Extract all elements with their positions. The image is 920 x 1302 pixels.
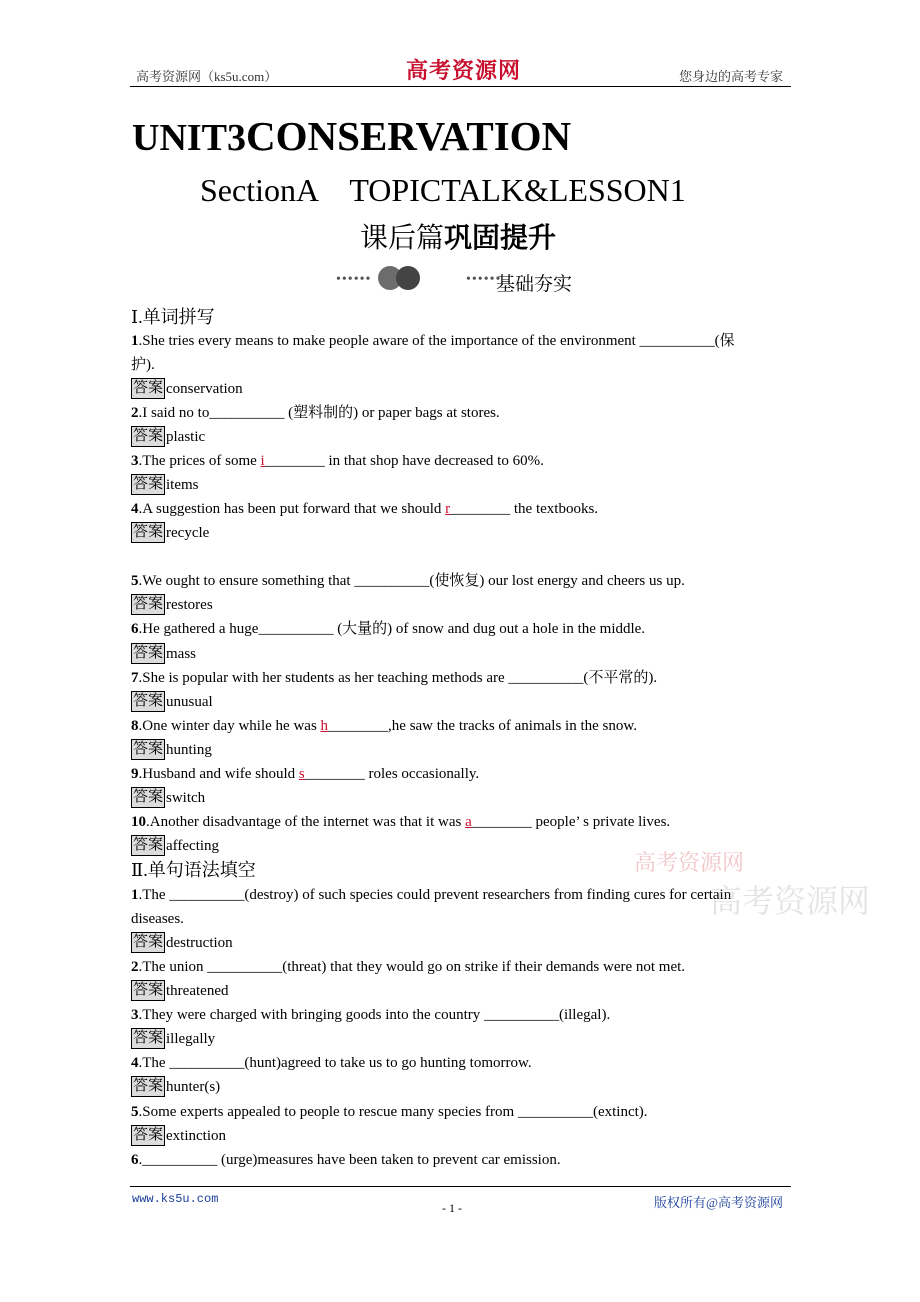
question-continued: 护). [131, 357, 155, 373]
answer-tag: 答案 [131, 1028, 165, 1049]
deco-label: 基础夯实 [496, 274, 573, 295]
header-logo: 高考资源网 [406, 58, 522, 83]
answer-tag: 答案 [131, 739, 165, 760]
section-title: SectionA TOPICTALK&LESSON1 [200, 172, 686, 208]
footer-copyright: 版权所有@高考资源网 [654, 1195, 783, 1210]
question: 2.I said no to__________ (塑料制的) or paper bags at stores. [131, 405, 500, 421]
answer-line: 答案 mass [133, 645, 197, 662]
section-decoration [336, 262, 596, 298]
answer-line: 答案 restores [133, 596, 213, 613]
question: 6.__________ (urge)measures have been taken to prevent car emission. [131, 1152, 561, 1168]
answer-tag: 答案 [131, 835, 165, 856]
dots-icon: •••••• [336, 272, 372, 287]
answer-line: 答案 items [133, 476, 199, 493]
circle-icon [396, 266, 420, 290]
question: 5.Some experts appealed to people to rescue many species from __________(extinct). [131, 1104, 648, 1120]
question: 2.The union __________(threat) that they would go on strike if their demands were not met. [131, 959, 686, 975]
question: 8.One winter day while he was h________,he saw the tracks of animals in the snow. [131, 718, 637, 734]
answer-tag: 答案 [131, 426, 165, 447]
dots-icon: •••••• [466, 272, 502, 287]
answer-tag: 答案 [131, 1076, 165, 1097]
question: 9.Husband and wife should s________ roles occasionally. [131, 766, 480, 782]
page-header [130, 58, 791, 87]
answer-line: 答案 destruction [133, 934, 233, 951]
answer-tag: 答案 [131, 474, 165, 495]
question: 4.The __________(hunt)agreed to take us to go hunting tomorrow. [131, 1055, 532, 1071]
answer-line: 答案 recycle [133, 524, 210, 541]
answer-tag: 答案 [131, 1125, 165, 1146]
question: 7.She is popular with her students as her teaching methods are __________(不平常的). [131, 670, 658, 686]
answer-tag: 答案 [131, 643, 165, 664]
answer-line: 答案 affecting [133, 837, 220, 854]
answer-tag: 答案 [131, 378, 165, 399]
answer-line: 答案 hunter(s) [133, 1078, 221, 1095]
answer-tag: 答案 [131, 691, 165, 712]
sub-title: 课后篇巩固提升 [360, 223, 557, 254]
question: 3.The prices of some i________ in that shop have decreased to 60%. [131, 453, 544, 469]
answer-tag: 答案 [131, 522, 165, 543]
answer-tag: 答案 [131, 932, 165, 953]
answer-tag: 答案 [131, 594, 165, 615]
answer-tag: 答案 [131, 787, 165, 808]
answer-line: 答案 threatened [133, 982, 229, 999]
answer-line: 答案 plastic [133, 428, 206, 445]
header-site-name: 高考资源网（ks5u.com） [136, 69, 278, 84]
question: 10.Another disadvantage of the internet was that it was a________ people’ s private lives. [131, 814, 671, 830]
question: 1.The __________(destroy) of such species could prevent researchers from finding cures for certain [131, 887, 732, 903]
answer-line: 答案 extinction [133, 1127, 227, 1144]
answer-tag: 答案 [131, 980, 165, 1001]
header-slogan: 您身边的高考专家 [678, 69, 783, 84]
section-heading: Ⅰ.单词拼写 [131, 307, 215, 327]
page-number: - 1 - [442, 1201, 462, 1215]
answer-line: 答案 unusual [133, 693, 213, 710]
question: 1.She tries every means to make people aware of the importance of the environment __________(保 [131, 333, 735, 349]
watermark: 高考资源网 [634, 850, 745, 875]
answer-line: 答案 illegally [133, 1030, 216, 1047]
question: 4.A suggestion has been put forward that we should r________ the textbooks. [131, 501, 599, 517]
answer-line: 答案 switch [133, 789, 206, 806]
section-heading: Ⅱ.单句语法填空 [131, 860, 256, 880]
answer-line: 答案 hunting [133, 741, 212, 758]
footer-url[interactable]: www.ks5u.com [132, 1192, 219, 1206]
answer-line: 答案 conservation [133, 380, 243, 397]
question: 3.They were charged with bringing goods into the country __________(illegal). [131, 1007, 611, 1023]
unit-title: UNIT3CONSERVATION [132, 113, 572, 159]
watermark: 高考资源网 [710, 883, 871, 919]
page-footer [130, 1186, 791, 1215]
question: 6.He gathered a huge__________ (大量的) of snow and dug out a hole in the middle. [131, 621, 646, 637]
question: 5.We ought to ensure something that __________(使恢复) our lost energy and cheers us up. [131, 573, 685, 589]
question-continued: diseases. [131, 911, 184, 927]
